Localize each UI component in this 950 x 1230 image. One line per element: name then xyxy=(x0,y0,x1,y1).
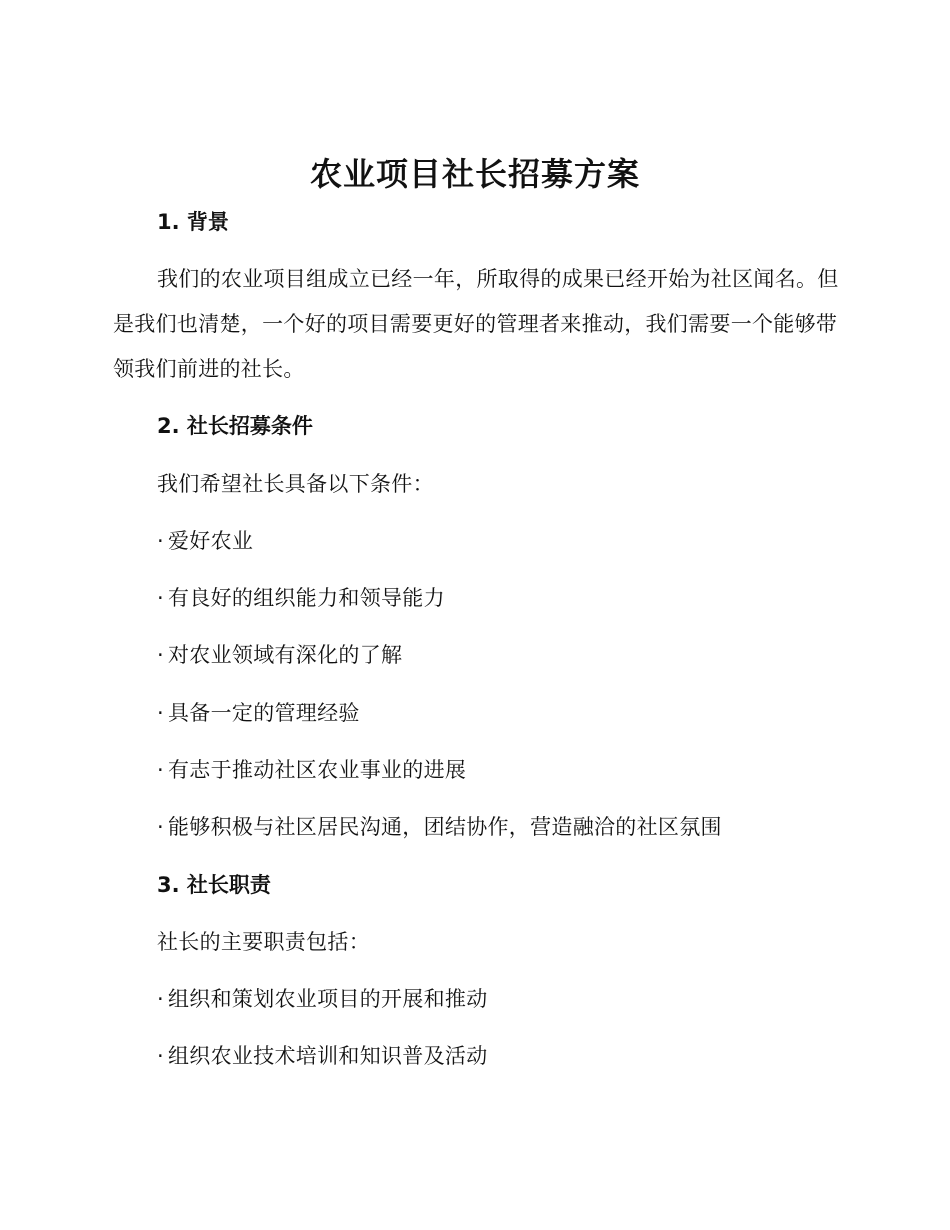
list-item xyxy=(157,698,360,728)
list-item xyxy=(157,984,488,1014)
list-item-text: 组织和策划农业项目的开展和推动 xyxy=(168,987,488,1011)
duties-intro: 社长的主要职责包括： xyxy=(157,930,370,954)
section-heading-requirements: 2. 社长招募条件 xyxy=(157,414,313,438)
bullet-icon: · xyxy=(157,701,164,725)
list-item-text: 爱好农业 xyxy=(168,529,254,553)
bullet-icon: · xyxy=(157,529,164,553)
bullet-icon: · xyxy=(157,1044,164,1068)
list-item xyxy=(157,812,722,842)
list-item-text: 具备一定的管理经验 xyxy=(168,701,360,725)
list-item-text: 能够积极与社区居民沟通，团结协作，营造融洽的社区氛围 xyxy=(168,815,722,839)
list-item-text: 有良好的组织能力和领导能力 xyxy=(168,586,445,610)
list-item xyxy=(157,526,253,556)
bullet-icon: · xyxy=(157,815,164,839)
document-title: 农业项目社长招募方案 xyxy=(309,155,640,193)
bullet-icon: · xyxy=(157,987,164,1011)
list-item-text: 组织农业技术培训和知识普及活动 xyxy=(168,1044,488,1068)
list-item xyxy=(157,1041,488,1071)
list-item xyxy=(157,640,402,670)
requirements-intro: 我们希望社长具备以下条件： xyxy=(157,472,434,496)
list-item xyxy=(157,583,445,613)
section-heading-duties: 3. 社长职责 xyxy=(157,873,271,897)
list-item-text: 对农业领域有深化的了解 xyxy=(168,643,403,667)
bullet-icon: · xyxy=(157,758,164,782)
list-item xyxy=(157,755,466,785)
list-item-text: 有志于推动社区农业事业的进展 xyxy=(168,758,467,782)
background-paragraph: 我们的农业项目组成立已经一年，所取得的成果已经开始为社区闻名。但是我们也清楚，一个好的项目需要更好的管理者来推动，我们需要一个能够带领我们前进的社长。 xyxy=(113,267,839,381)
bullet-icon: · xyxy=(157,586,164,610)
section-heading-background: 1. 背景 xyxy=(157,210,229,234)
bullet-icon: · xyxy=(157,643,164,667)
